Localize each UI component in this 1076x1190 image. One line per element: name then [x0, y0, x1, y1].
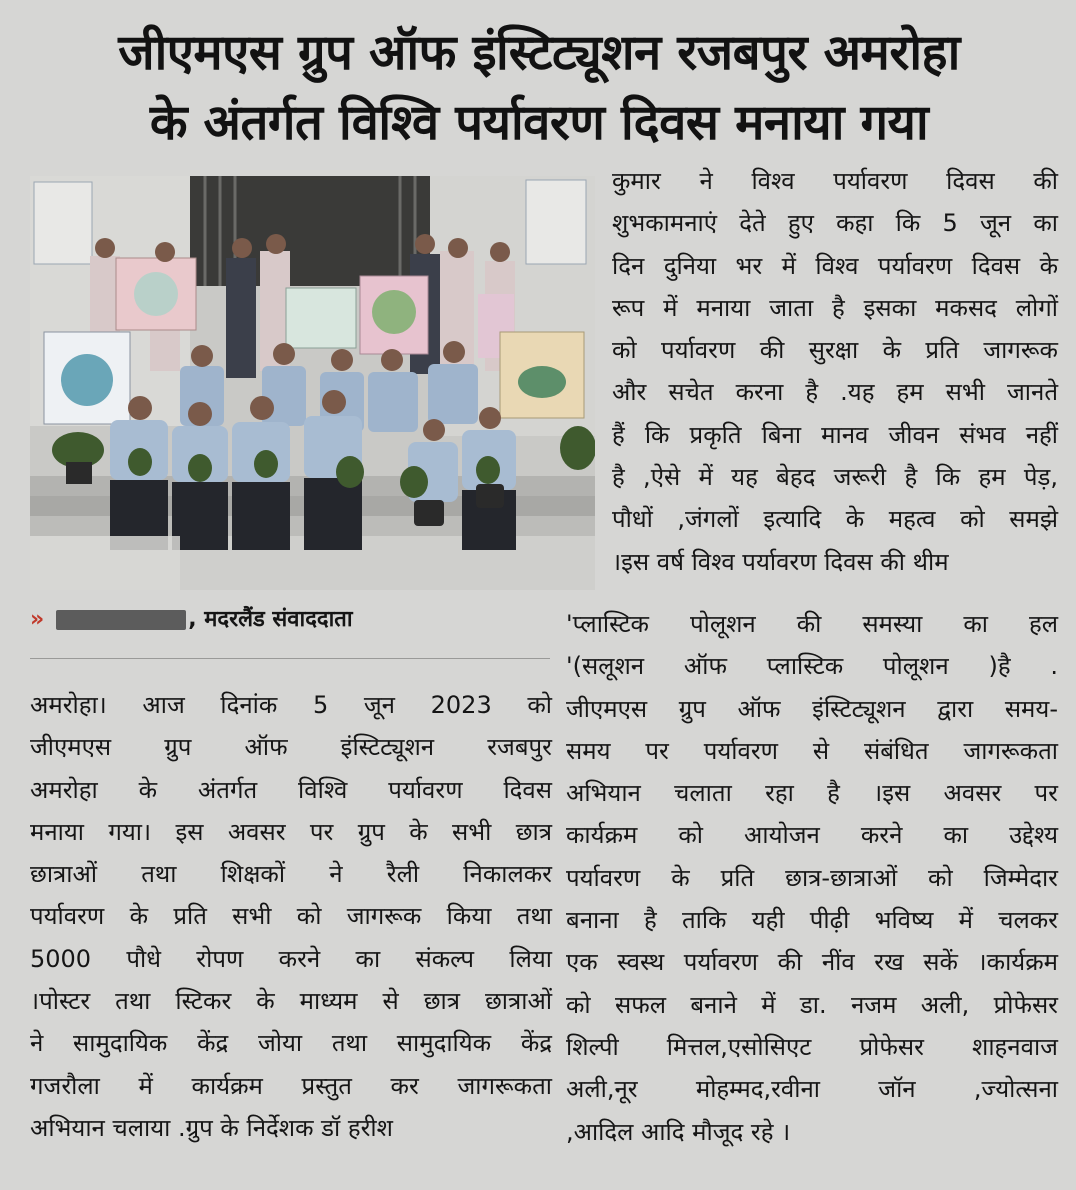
- article-line: '(सलूशन ऑफ प्लास्टिक पोलूशन )है .: [566, 652, 1058, 681]
- article-line: 5000 पौधे रोपण करने का संकल्प लिया: [30, 944, 552, 973]
- article-line: ।इस वर्ष विश्व पर्यावरण दिवस की थीम: [612, 547, 949, 576]
- article-line: दिन दुनिया भर में विश्व पर्यावरण दिवस के: [612, 251, 1058, 280]
- article-line: अभियान चलाया .ग्रुप के निर्देशक डॉ हरीश: [30, 1113, 393, 1142]
- article-line: अमरोहा। आज दिनांक 5 जून 2023 को: [30, 691, 552, 719]
- article-line: गजरौला में कार्यक्रम प्रस्तुत कर जागरूकता: [30, 1071, 552, 1100]
- article-line: को पर्यावरण की सुरक्षा के प्रति जागरूक: [612, 336, 1058, 365]
- article-line: मनाया गया। इस अवसर पर ग्रुप के सभी छात्र: [30, 817, 552, 846]
- byline-divider: [30, 658, 550, 659]
- byline-text: , मदरलैंड संवाददाता: [188, 607, 353, 632]
- article-line: अमरोहा के अंतर्गत विश्वि पर्यावरण दिवस: [30, 775, 552, 804]
- headline-line-2: के अंतर्गत विश्वि पर्यावरण दिवस मनाया गया: [149, 94, 929, 151]
- redacted-name: [56, 610, 186, 630]
- article-line: ।पोस्टर तथा स्टिकर के माध्यम से छात्र छात्राओं: [30, 987, 552, 1016]
- article-line: जीएमएस ग्रुप ऑफ इंस्टिट्यूशन रजबपुर: [30, 733, 552, 762]
- article-line: को सफल बनाने में डा. नजम अली, प्रोफेसर: [566, 990, 1058, 1019]
- article-line: शुभकामनाएं देते हुए कहा कि 5 जून का: [612, 209, 1058, 238]
- article-line: हैं कि प्रकृति बिना मानव जीवन संभव नहीं: [612, 420, 1058, 449]
- byline: [30, 600, 570, 640]
- article-line: कार्यक्रम को आयोजन करने का उद्देश्य: [566, 821, 1058, 850]
- article-line: अभियान चलाता रहा है ।इस अवसर पर: [566, 779, 1058, 808]
- article-line: कुमार ने विश्व पर्यावरण दिवस की: [612, 167, 1058, 195]
- article-line: छात्राओं तथा शिक्षकों ने रैली निकालकर: [30, 860, 552, 889]
- article-line: है ,ऐसे में यह बेहद जरूरी है कि हम पेड़,: [612, 463, 1058, 492]
- article-line: ,आदिल आदि मौजूद रहे ।: [566, 1117, 791, 1146]
- article-line: अली,नूर मोहम्मद,रवीना जॉन ,ज्योत्सना: [566, 1075, 1058, 1104]
- article-line: पर्यावरण के प्रति सभी को जागरूक किया तथा: [30, 902, 552, 931]
- article-line: 'प्लास्टिक पोलूशन की समस्या का हल: [566, 610, 1058, 638]
- headline-line-1: जीएमएस ग्रुप ऑफ इंस्टिट्यूशन रजबपुर अमरोहा: [118, 24, 960, 81]
- article-line: और सचेत करना है .यह हम सभी जानते: [612, 378, 1058, 407]
- article-line: पर्यावरण के प्रति छात्र-छात्राओं को जिम्मेदार: [566, 863, 1058, 892]
- article-line: बनाना है ताकि यही पीढ़ी भविष्य में चलकर: [566, 906, 1058, 935]
- article-column-right-top: [612, 160, 1058, 583]
- article-line: एक स्वस्थ पर्यावरण की नींव रख सकें ।कार्यक्रम: [566, 948, 1058, 977]
- byline-marker: »: [30, 607, 45, 632]
- article-column-right-bottom: [566, 603, 1058, 1153]
- article-line: रूप में मनाया जाता है इसका मकसद लोगों: [612, 293, 1058, 322]
- article-column-left: [30, 684, 552, 1149]
- article-line: जीएमएस ग्रुप ऑफ इंस्टिट्यूशन द्वारा समय-: [566, 694, 1058, 723]
- article-line: समय पर पर्यावरण से संबंधित जागरूकता: [566, 736, 1058, 765]
- article-line: पौधों ,जंगलों इत्यादि के महत्व को समझे: [612, 505, 1058, 534]
- article-line: शिल्पी मित्तल,एसोसिएट प्रोफेसर शाहनवाज: [566, 1032, 1058, 1061]
- group-photo: [30, 176, 595, 590]
- article-line: ने सामुदायिक केंद्र जोया तथा सामुदायिक केंद्र: [30, 1029, 552, 1058]
